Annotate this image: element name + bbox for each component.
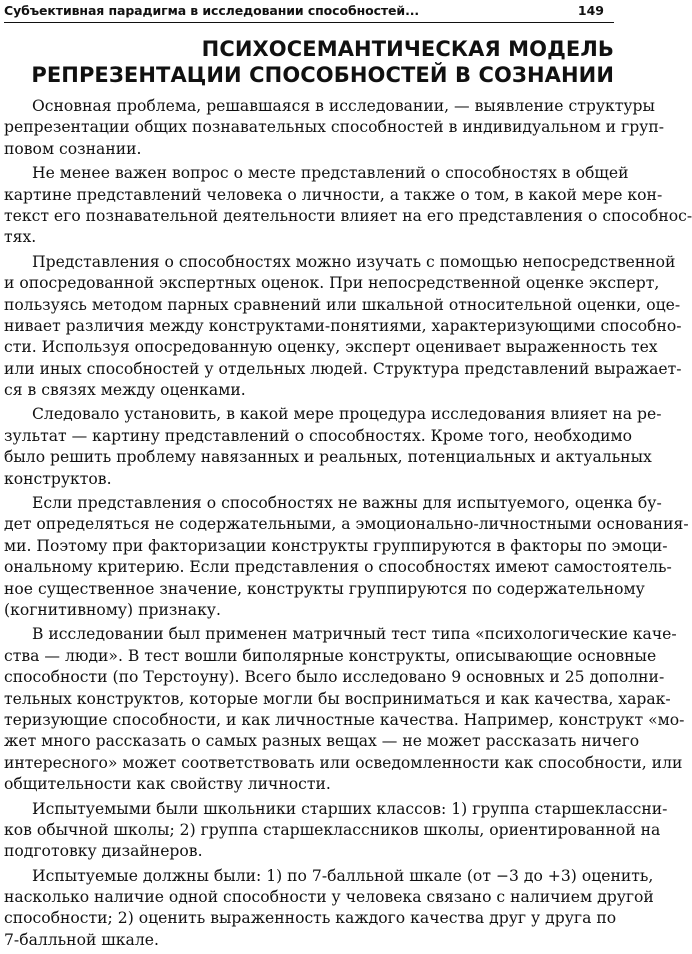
text-line: было решить проблему навязанных и реальных, потенциальных и актуальных xyxy=(4,448,652,467)
paragraph xyxy=(4,404,662,490)
text-line: Не менее важен вопрос о месте представлений о способностях в общей xyxy=(32,164,629,183)
text-line: В исследовании был применен матричный тест типа «психологические каче- xyxy=(32,625,677,644)
paragraph xyxy=(4,96,665,160)
text-line: тельных конструктов, которые могли бы восприниматься и как качества, харак- xyxy=(4,689,671,708)
text-line: повом сознании. xyxy=(4,139,142,158)
text-line: насколько наличие одной способности у человека связано с наличием другой xyxy=(4,888,654,907)
text-line: подготовку дизайнеров. xyxy=(4,842,203,861)
text-line: нивает различия между конструктами-понятиями, характеризующими способно- xyxy=(4,316,682,335)
text-line: или иных способностей у отдельных людей. Структура представлений выражает- xyxy=(4,359,682,378)
section-heading-line-1: ПСИХОСЕМАНТИЧЕСКАЯ МОДЕЛЬ xyxy=(201,37,614,61)
text-line: текст его познавательной деятельности влияет на его представления о способнос- xyxy=(4,206,692,225)
text-line: дет определяться не содержательными, а эмоционально-личностными основания- xyxy=(4,515,689,534)
paragraph xyxy=(4,866,654,952)
text-line: ональному критерию. Если представления о способностях имеют самостоятель- xyxy=(4,558,672,577)
text-line: общительности как свойству личности. xyxy=(4,775,331,794)
text-line: интересного» может соответствовать или осведомленности как способности, или xyxy=(4,753,683,772)
text-line: репрезентации общих познавательных способностей в индивидуальном и груп- xyxy=(4,118,665,137)
text-line: способности; 2) оценить выраженность каждого качества друг у друга по xyxy=(4,909,617,928)
text-line: Испытуемые должны были: 1) по 7-балльной шкале (от −3 до +3) оценить, xyxy=(32,866,654,885)
text-line: картине представлений человека о личности, а также о том, в какой мере кон- xyxy=(4,185,663,204)
text-line: Если представления о способностях не важны для испытуемого, оценка бу- xyxy=(32,494,662,513)
text-line: 7-балльной шкале. xyxy=(4,930,159,949)
text-line: ми. Поэтому при факторизации конструкты группируются в факторы по эмоци- xyxy=(4,536,668,555)
text-line: Следовало установить, в какой мере процедура исследования влияет на ре- xyxy=(32,405,662,424)
text-line: ства — люди». В тест вошли биполярные конструкты, описывающие основные xyxy=(4,646,657,665)
text-line: Представления о способностях можно изучать с помощью непосредственной xyxy=(32,252,676,271)
paragraph xyxy=(4,252,682,402)
section-heading-line-2: РЕПРЕЗЕНТАЦИИ СПОСОБНОСТЕЙ В СОЗНАНИИ xyxy=(31,63,614,87)
body-text xyxy=(4,96,692,954)
text-line: сти. Используя опосредованную оценку, эксперт оценивает выраженность тех xyxy=(4,338,658,357)
text-line: тях. xyxy=(4,228,37,247)
text-line: (когнитивному) признаку. xyxy=(4,600,221,619)
section-heading xyxy=(0,36,614,88)
text-line: пользуясь методом парных сравнений или шкальной относительной оценки, оце- xyxy=(4,295,681,314)
page-number: 149 xyxy=(577,3,604,18)
text-line: Испытуемыми были школьники старших классов: 1) группа старшеклассни- xyxy=(32,799,668,818)
text-line: жет много рассказать о самых разных вещах — не может рассказать ничего xyxy=(4,732,640,751)
paragraph xyxy=(4,799,668,863)
text-line: и опосредованной экспертных оценок. При непосредственной оценке эксперт, xyxy=(4,274,660,293)
text-line: зультат — картину представлений о способностях. Кроме того, необходимо xyxy=(4,426,633,445)
paragraph xyxy=(4,624,685,795)
text-line: теризующие способности, и как личностные качества. Например, конструкт «мо- xyxy=(4,710,685,729)
text-line: ков обычной школы; 2) группа старшеклассников школы, ориентированной на xyxy=(4,820,661,839)
paragraph xyxy=(4,163,692,249)
text-line: ся в связях между оценками. xyxy=(4,381,246,400)
running-title: Субъективная парадигма в исследовании способностей... xyxy=(4,3,420,18)
paragraph xyxy=(4,493,689,621)
text-line: конструктов. xyxy=(4,469,112,488)
text-line: способности (по Терстоуну). Всего было исследовано 9 основных и 25 дополни- xyxy=(4,668,665,687)
text-line: ное существенное значение, конструкты группируются по содержательному xyxy=(4,579,645,598)
running-header xyxy=(4,2,614,23)
text-line: Основная проблема, решавшаяся в исследовании, — выявление структуры xyxy=(32,97,655,115)
